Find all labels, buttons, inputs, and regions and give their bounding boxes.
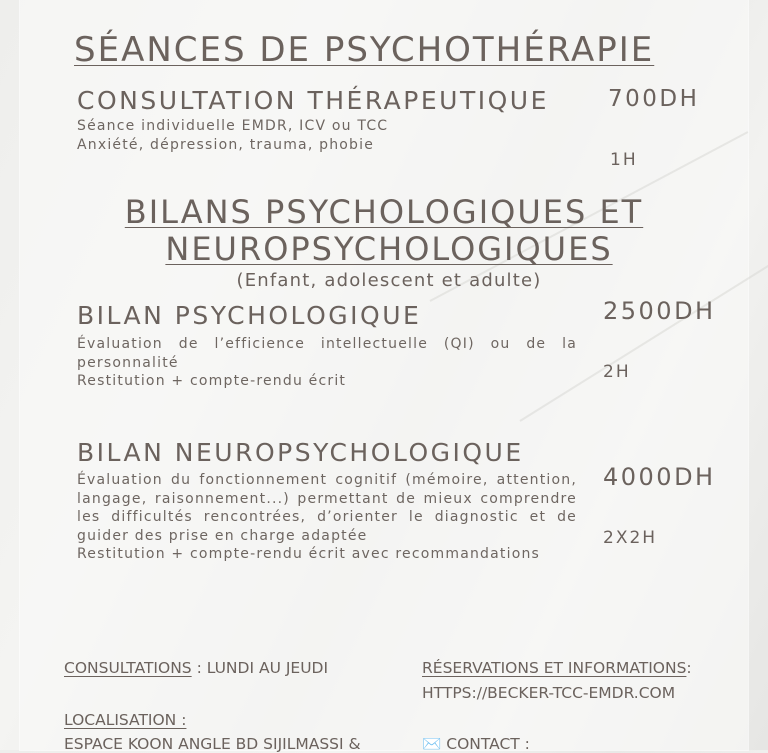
reservations-info: [422, 659, 692, 677]
section-title-bilans-line1: BILANS PSYCHOLOGIQUES ET: [124, 193, 644, 231]
reservations-colon: :: [686, 659, 692, 677]
service-price-bilan-psychologique: 2500DH: [603, 297, 716, 325]
service-desc-line: Restitution + compte-rendu écrit avec recommandations: [77, 546, 541, 562]
section-title-psychotherapy: SÉANCES DE PSYCHOTHÉRAPIE: [74, 30, 655, 70]
service-desc-bilan-neuropsychologique: Évaluation du fonctionnement cognitif (mémoire, attention, langage, raisonnement...) permettant de mieux comprendre les difficultés rencontrées, d’orienter le diagnostic et de guider des prise en charge adaptée: [77, 472, 577, 544]
envelope-icon: ✉️: [422, 735, 442, 753]
service-duration-bilan-psychologique: 2H: [603, 362, 631, 382]
contact-label: CONTACT :: [446, 735, 530, 753]
service-name-consultation: CONSULTATION THÉRAPEUTIQUE: [77, 86, 549, 115]
location-label: LOCALISATION :: [64, 711, 187, 729]
service-price-consultation: 700DH: [608, 86, 700, 112]
service-duration-consultation: 1H: [610, 150, 638, 170]
service-desc-bilan-psychologique: Évaluation de l’efficience intellectuelle (QI) ou de la personnalité: [77, 336, 577, 371]
location-value: ESPACE KOON ANGLE BD SIJILMASSI &: [64, 735, 361, 753]
reservations-label: RÉSERVATIONS ET INFORMATIONS: [422, 659, 687, 677]
consultations-label: CONSULTATIONS: [64, 659, 192, 677]
service-name-bilan-psychologique: BILAN PSYCHOLOGIQUE: [77, 301, 422, 330]
section-subtitle: (Enfant, adolescent et adulte): [236, 270, 542, 291]
consultations-value: : LUNDI AU JEUDI: [196, 659, 329, 677]
service-desc-line: Anxiété, dépression, trauma, phobie: [77, 137, 375, 153]
section-title-bilans-line2: NEUROPSYCHOLOGIQUES: [165, 230, 613, 268]
website-link[interactable]: HTTPS://BECKER-TCC-EMDR.COM: [422, 684, 676, 702]
contact-info: [422, 735, 530, 753]
service-duration-bilan-neuropsychologique: 2X2H: [603, 528, 658, 548]
service-name-bilan-neuropsychologique: BILAN NEUROPSYCHOLOGIQUE: [77, 438, 524, 467]
service-price-bilan-neuropsychologique: 4000DH: [603, 463, 716, 491]
consultations-info: [64, 659, 328, 677]
service-desc-line: Restitution + compte-rendu écrit: [77, 373, 347, 389]
service-desc-line: Séance individuelle EMDR, ICV ou TCC: [77, 118, 389, 134]
